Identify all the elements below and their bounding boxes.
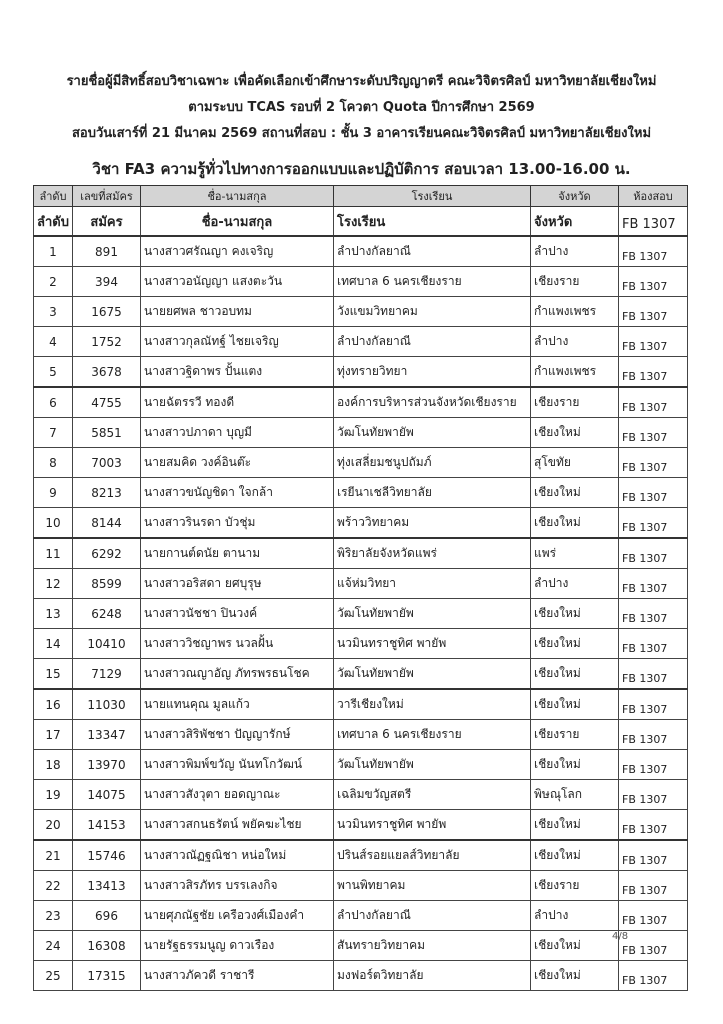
app-no-cell: 1752: [73, 327, 141, 357]
order-cell: 14: [34, 629, 73, 659]
province-cell: ลำปาง: [531, 569, 619, 599]
table-header-row: [34, 186, 688, 207]
table-row: [34, 689, 688, 720]
school-cell: เฉลิมขวัญสตรี: [334, 780, 531, 810]
order-cell: 17: [34, 720, 73, 750]
app-no-cell: 15746: [73, 840, 141, 871]
province-cell: เชียงใหม่: [531, 750, 619, 780]
app-no-cell: 10410: [73, 629, 141, 659]
province-cell: สุโขทัย: [531, 448, 619, 478]
name-cell: นางสาวภัควดี ราชารี: [141, 961, 334, 991]
room-cell: FB 1307: [619, 236, 688, 267]
room-cell: FB 1307: [619, 569, 688, 599]
school-cell: สันทรายวิทยาคม: [334, 931, 531, 961]
school-cell: วังแขมวิทยาคม: [334, 297, 531, 327]
school-cell: ทุ่งเสลี่ยมชนูปถัมภ์: [334, 448, 531, 478]
name-cell: นางสาวสิริพัชชา ปัญญารักษ์: [141, 720, 334, 750]
province-cell: เชียงราย: [531, 387, 619, 418]
table-row: [34, 297, 688, 327]
table-row: [34, 357, 688, 388]
school-cell: ลำปางกัลยาณี: [334, 236, 531, 267]
table-row: [34, 478, 688, 508]
room-cell: FB 1307: [619, 629, 688, 659]
table-row: [34, 448, 688, 478]
province-cell: เชียงใหม่: [531, 931, 619, 961]
name-cell: นายแทนคุณ มูลแก้ว: [141, 689, 334, 720]
name-cell: นางสาวสกนธรัตน์ พยัคฆะไชย: [141, 810, 334, 841]
app-no-cell: 6292: [73, 538, 141, 569]
school-cell: เรยีนาเชลีวิทยาลัย: [334, 478, 531, 508]
name-cell: นางสาวสิรภัทร บรรเลงกิจ: [141, 871, 334, 901]
document-title: รายชื่อผู้มีสิทธิ์สอบวิชาเฉพาะ เพื่อคัดเลือกเข้าศึกษาระดับปริญญาตรี คณะวิจิตรศิลป์ มหาวิทยาลัยเชียงใหม่: [66, 74, 657, 89]
school-cell: เทศบาล 6 นครเชียงราย: [334, 267, 531, 297]
app-no-cell: 17315: [73, 961, 141, 991]
order-cell: 15: [34, 659, 73, 690]
app-no-cell: 16308: [73, 931, 141, 961]
room-cell: FB 1307: [619, 478, 688, 508]
cell: FB 1307: [619, 207, 688, 237]
province-cell: เชียงราย: [531, 871, 619, 901]
school-cell: เทศบาล 6 นครเชียงราย: [334, 720, 531, 750]
app-no-cell: 8213: [73, 478, 141, 508]
col-header-order: ลำดับ: [34, 186, 73, 207]
order-cell: 5: [34, 357, 73, 388]
room-cell: FB 1307: [619, 659, 688, 690]
order-cell: 18: [34, 750, 73, 780]
room-cell: FB 1307: [619, 418, 688, 448]
table-row: [34, 659, 688, 690]
app-no-cell: 1675: [73, 297, 141, 327]
room-cell: FB 1307: [619, 297, 688, 327]
school-cell: พร้าววิทยาคม: [334, 508, 531, 539]
name-cell: นางสาวสังวุตา ยอดญาณะ: [141, 780, 334, 810]
room-cell: FB 1307: [619, 599, 688, 629]
order-cell: 25: [34, 961, 73, 991]
table-row: [34, 931, 688, 961]
document-subtitle: ตามระบบ TCAS รอบที่ 2 โควตา Quota ปีการศึกษา 2569: [188, 100, 535, 115]
cell: สมัคร: [73, 207, 141, 237]
school-cell: แจ้ห่มวิทยา: [334, 569, 531, 599]
province-cell: ลำปาง: [531, 901, 619, 931]
room-cell: FB 1307: [619, 961, 688, 991]
room-cell: FB 1307: [619, 901, 688, 931]
table-row: [34, 327, 688, 357]
name-cell: นางสาวณญาอัญ ภัทรพรธนโชค: [141, 659, 334, 690]
candidate-table: [33, 185, 688, 991]
app-no-cell: 7129: [73, 659, 141, 690]
order-cell: 10: [34, 508, 73, 539]
order-cell: 16: [34, 689, 73, 720]
province-cell: เชียงใหม่: [531, 810, 619, 841]
col-header-school: โรงเรียน: [334, 186, 531, 207]
app-no-cell: 13347: [73, 720, 141, 750]
order-cell: 3: [34, 297, 73, 327]
school-cell: พานพิทยาคม: [334, 871, 531, 901]
school-cell: นวมินทราชูทิศ พายัพ: [334, 810, 531, 841]
app-no-cell: 3678: [73, 357, 141, 388]
school-cell: องค์การบริหารส่วนจังหวัดเชียงราย: [334, 387, 531, 418]
order-cell: 7: [34, 418, 73, 448]
app-no-cell: 8144: [73, 508, 141, 539]
name-cell: นายศุภณัฐชัย เครือวงศ์เมืองคำ: [141, 901, 334, 931]
order-cell: 6: [34, 387, 73, 418]
name-cell: นางสาวฐิดาพร ปั้นแตง: [141, 357, 334, 388]
province-cell: เชียงราย: [531, 720, 619, 750]
table-row: [34, 810, 688, 841]
name-cell: นางสาวรินรดา บัวชุ่ม: [141, 508, 334, 539]
name-cell: นายสมคิด วงค์อินต๊ะ: [141, 448, 334, 478]
order-cell: 19: [34, 780, 73, 810]
order-cell: 12: [34, 569, 73, 599]
table-row: [34, 508, 688, 539]
province-cell: แพร่: [531, 538, 619, 569]
order-cell: 1: [34, 236, 73, 267]
app-no-cell: 394: [73, 267, 141, 297]
table-row: [34, 871, 688, 901]
subject-heading: วิชา FA3 ความรู้ทั่วไปทางการออกแบบและปฏิบัติการ สอบเวลา 13.00-16.00 น.: [92, 160, 631, 178]
school-cell: ลำปางกัลยาณี: [334, 901, 531, 931]
room-cell: FB 1307: [619, 840, 688, 871]
province-cell: เชียงใหม่: [531, 840, 619, 871]
exam-date-location: สอบวันเสาร์ที่ 21 มีนาคม 2569 สถานที่สอบ : ชั้น 3 อาคารเรียนคณะวิจิตรศิลป์ มหาวิทยาลัยเชียงใหม่: [71, 126, 652, 141]
table-row: [34, 840, 688, 871]
cell: โรงเรียน: [334, 207, 531, 237]
province-cell: พิษณุโลก: [531, 780, 619, 810]
app-no-cell: 5851: [73, 418, 141, 448]
table-row: [34, 720, 688, 750]
app-no-cell: 13970: [73, 750, 141, 780]
room-cell: FB 1307: [619, 689, 688, 720]
room-cell: FB 1307: [619, 538, 688, 569]
room-cell: FB 1307: [619, 871, 688, 901]
province-cell: เชียงใหม่: [531, 599, 619, 629]
name-cell: นายยศพล ชาวอบทม: [141, 297, 334, 327]
table-row: [34, 901, 688, 931]
school-cell: นวมินทราชูทิศ พายัพ: [334, 629, 531, 659]
col-header-app-no: เลขที่สมัคร: [73, 186, 141, 207]
province-cell: เชียงใหม่: [531, 478, 619, 508]
app-no-cell: 8599: [73, 569, 141, 599]
order-cell: 4: [34, 327, 73, 357]
name-cell: นางสาวนัชชา ปินวงค์: [141, 599, 334, 629]
table-row: [34, 236, 688, 267]
province-cell: เชียงใหม่: [531, 629, 619, 659]
order-cell: 2: [34, 267, 73, 297]
name-cell: นางสาวศรัณญา คงเจริญ: [141, 236, 334, 267]
col-header-name: ชื่อ-นามสกุล: [141, 186, 334, 207]
room-cell: FB 1307: [619, 327, 688, 357]
table-row: [34, 387, 688, 418]
school-cell: วัฒโนทัยพายัพ: [334, 659, 531, 690]
school-cell: ปรินส์รอยแยลส์วิทยาลัย: [334, 840, 531, 871]
order-cell: 8: [34, 448, 73, 478]
room-cell: FB 1307: [619, 931, 688, 961]
order-cell: 13: [34, 599, 73, 629]
room-cell: FB 1307: [619, 267, 688, 297]
app-no-cell: 6248: [73, 599, 141, 629]
app-no-cell: 13413: [73, 871, 141, 901]
school-cell: ทุ่งทรายวิทยา: [334, 357, 531, 388]
school-cell: มงฟอร์ตวิทยาลัย: [334, 961, 531, 991]
order-cell: 21: [34, 840, 73, 871]
order-cell: 24: [34, 931, 73, 961]
table-subheader-row: [34, 207, 688, 237]
app-no-cell: 696: [73, 901, 141, 931]
room-cell: FB 1307: [619, 448, 688, 478]
province-cell: เชียงใหม่: [531, 689, 619, 720]
province-cell: กำแพงเพชร: [531, 357, 619, 388]
name-cell: นางสาวขนัญชิดา ใจกล้า: [141, 478, 334, 508]
name-cell: นางสาวณัฏฐณิชา หน่อใหม่: [141, 840, 334, 871]
order-cell: 23: [34, 901, 73, 931]
name-cell: นางสาวปภาดา บุญมี: [141, 418, 334, 448]
province-cell: เชียงใหม่: [531, 508, 619, 539]
app-no-cell: 14153: [73, 810, 141, 841]
name-cell: นางสาวพิมพ์ขวัญ นันทโกวัฒน์: [141, 750, 334, 780]
province-cell: กำแพงเพชร: [531, 297, 619, 327]
app-no-cell: 14075: [73, 780, 141, 810]
cell: จังหวัด: [531, 207, 619, 237]
room-cell: FB 1307: [619, 720, 688, 750]
name-cell: นางสาววิชญาพร นวลฝั้น: [141, 629, 334, 659]
name-cell: นางสาวกุลณัทฐ์ ไชยเจริญ: [141, 327, 334, 357]
province-cell: ลำปาง: [531, 236, 619, 267]
province-cell: ลำปาง: [531, 327, 619, 357]
room-cell: FB 1307: [619, 810, 688, 841]
school-cell: วารีเชียงใหม่: [334, 689, 531, 720]
room-cell: FB 1307: [619, 508, 688, 539]
province-cell: เชียงใหม่: [531, 961, 619, 991]
app-no-cell: 891: [73, 236, 141, 267]
table-row: [34, 267, 688, 297]
cell: ลำดับ: [34, 207, 73, 237]
province-cell: เชียงใหม่: [531, 418, 619, 448]
room-cell: FB 1307: [619, 750, 688, 780]
province-cell: เชียงราย: [531, 267, 619, 297]
name-cell: นายรัฐธรรมนูญ ดาวเรือง: [141, 931, 334, 961]
order-cell: 20: [34, 810, 73, 841]
app-no-cell: 4755: [73, 387, 141, 418]
app-no-cell: 7003: [73, 448, 141, 478]
order-cell: 11: [34, 538, 73, 569]
order-cell: 22: [34, 871, 73, 901]
col-header-province: จังหวัด: [531, 186, 619, 207]
name-cell: นางสาวอนัญญา แสงตะวัน: [141, 267, 334, 297]
name-cell: นายกานต์ดนัย ตานาม: [141, 538, 334, 569]
table-row: [34, 780, 688, 810]
app-no-cell: 11030: [73, 689, 141, 720]
page-number: 4/8: [612, 931, 629, 942]
room-cell: FB 1307: [619, 357, 688, 388]
name-cell: นางสาวอริสดา ยศบุรุษ: [141, 569, 334, 599]
school-cell: ลำปางกัลยาณี: [334, 327, 531, 357]
table-row: [34, 418, 688, 448]
table-row: [34, 569, 688, 599]
order-cell: 9: [34, 478, 73, 508]
name-cell: นายฉัตรรวี ทองดี: [141, 387, 334, 418]
room-cell: FB 1307: [619, 387, 688, 418]
table-row: [34, 961, 688, 991]
table-row: [34, 599, 688, 629]
room-cell: FB 1307: [619, 780, 688, 810]
school-cell: พิริยาลัยจังหวัดแพร่: [334, 538, 531, 569]
school-cell: วัฒโนทัยพายัพ: [334, 750, 531, 780]
province-cell: เชียงใหม่: [531, 659, 619, 690]
table-row: [34, 538, 688, 569]
col-header-room: ห้องสอบ: [619, 186, 688, 207]
table-row: [34, 629, 688, 659]
cell: ชื่อ-นามสกุล: [141, 207, 334, 237]
school-cell: วัฒโนทัยพายัพ: [334, 418, 531, 448]
table-row: [34, 750, 688, 780]
school-cell: วัฒโนทัยพายัพ: [334, 599, 531, 629]
